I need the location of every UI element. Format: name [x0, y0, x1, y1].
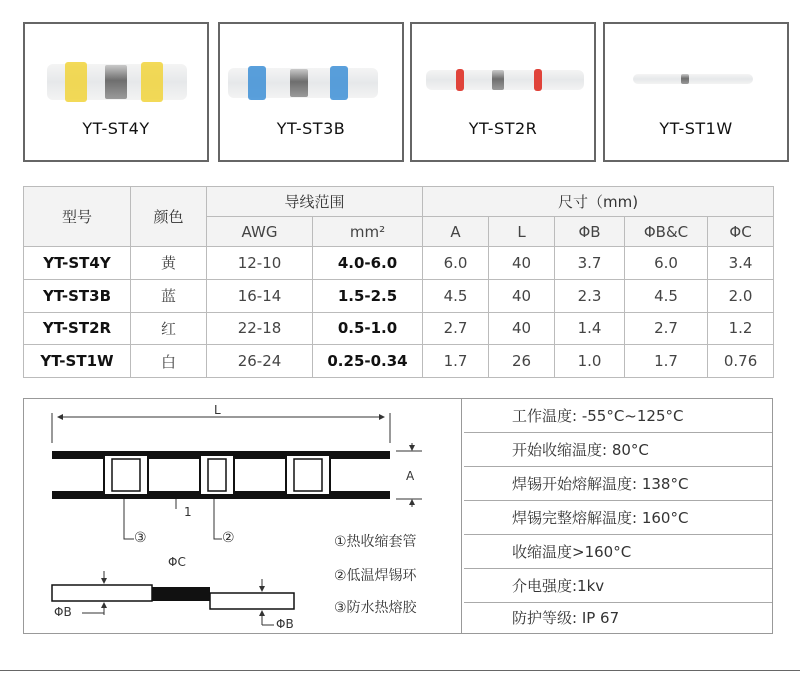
cell-phibc: 6.0 [625, 247, 708, 280]
product-name: YT-ST3B [276, 119, 346, 138]
product-image [412, 24, 594, 124]
cell-awg: 26-24 [207, 345, 313, 378]
prop-solder-start: 焊锡开始熔解温度: 138°C [464, 467, 772, 501]
product-card-st3b [218, 22, 404, 162]
cell-phic: 0.76 [708, 345, 774, 378]
table-row [24, 345, 774, 378]
product-card-st1w [603, 22, 789, 162]
cell-phic: 1.2 [708, 312, 774, 345]
prop-protection: 防护等级: IP 67 [512, 609, 620, 627]
header-l: L [489, 217, 555, 247]
bottom-rule [0, 670, 800, 671]
header-a: A [423, 217, 489, 247]
product-name: YT-ST2R [468, 119, 538, 138]
cell-model: YT-ST2R [24, 312, 131, 345]
cell-model: YT-ST3B [24, 279, 131, 312]
cell-color: 红 [131, 312, 207, 345]
cell-phib: 3.7 [555, 247, 625, 280]
product-image [605, 24, 787, 124]
phi-b-right-label: ΦB [276, 617, 294, 631]
phi-c-label: ΦC [168, 555, 186, 569]
spec-table [23, 186, 774, 378]
diagram-panel [23, 398, 773, 634]
cell-l: 40 [489, 247, 555, 280]
cell-a: 2.7 [423, 312, 489, 345]
cell-a: 6.0 [423, 247, 489, 280]
legend-hot-melt: ③防水热熔胶 [334, 600, 417, 616]
header-model: 型号 [24, 187, 131, 247]
legend-solder-ring: ②低温焊锡环 [334, 568, 417, 584]
header-size: 尺寸（mm) [423, 187, 774, 217]
cell-a: 4.5 [423, 279, 489, 312]
cell-l: 40 [489, 279, 555, 312]
table-row [24, 279, 774, 312]
cell-awg: 22-18 [207, 312, 313, 345]
cell-awg: 16-14 [207, 279, 313, 312]
phi-b-left-label: ΦB [54, 605, 72, 619]
cell-color: 黄 [131, 247, 207, 280]
cell-model: YT-ST1W [24, 345, 131, 378]
cell-mm2: 4.0-6.0 [313, 247, 423, 280]
header-mm2: mm² [313, 217, 423, 247]
header-phic: ΦC [708, 217, 774, 247]
callout-1: 1 [184, 505, 192, 519]
prop-dielectric: 介电强度:1kv [464, 569, 772, 603]
header-color: 颜色 [131, 187, 207, 247]
cell-phic: 3.4 [708, 247, 774, 280]
table-row [24, 247, 774, 280]
dim-l-label: L [214, 403, 221, 417]
cell-a: 1.7 [423, 345, 489, 378]
product-image [220, 24, 402, 124]
legend-heat-shrink: ①热收缩套管 [334, 534, 417, 550]
header-wire-range: 导线范围 [207, 187, 423, 217]
cell-phib: 1.4 [555, 312, 625, 345]
table-row [24, 312, 774, 345]
divider [461, 399, 462, 633]
product-card-st2r [410, 22, 596, 162]
prop-shrink-temp: 收缩温度>160°C [464, 535, 772, 569]
cell-phic: 2.0 [708, 279, 774, 312]
cell-phib: 1.0 [555, 345, 625, 378]
cell-mm2: 0.25-0.34 [313, 345, 423, 378]
cell-l: 40 [489, 312, 555, 345]
header-awg: AWG [207, 217, 313, 247]
product-card-st4y [23, 22, 209, 162]
prop-shrink-start: 开始收缩温度: 80°C [464, 433, 772, 467]
callout-2: ② [222, 530, 235, 546]
cell-mm2: 0.5-1.0 [313, 312, 423, 345]
product-name: YT-ST4Y [82, 119, 150, 138]
prop-solder-full: 焊锡完整熔解温度: 160°C [464, 501, 772, 535]
dim-a-label: A [406, 469, 415, 483]
cell-phibc: 4.5 [625, 279, 708, 312]
cell-phib: 2.3 [555, 279, 625, 312]
cell-phibc: 1.7 [625, 345, 708, 378]
product-name: YT-ST1W [659, 119, 733, 138]
cell-mm2: 1.5-2.5 [313, 279, 423, 312]
header-phib: ΦB [555, 217, 625, 247]
cell-l: 26 [489, 345, 555, 378]
cell-color: 白 [131, 345, 207, 378]
callout-3: ③ [134, 530, 147, 546]
cell-phibc: 2.7 [625, 312, 708, 345]
cell-model: YT-ST4Y [24, 247, 131, 280]
header-phibc: ΦB&C [625, 217, 708, 247]
prop-working-temp: 工作温度: -55°C~125°C [464, 399, 772, 433]
product-image [25, 24, 207, 124]
cell-color: 蓝 [131, 279, 207, 312]
cell-awg: 12-10 [207, 247, 313, 280]
